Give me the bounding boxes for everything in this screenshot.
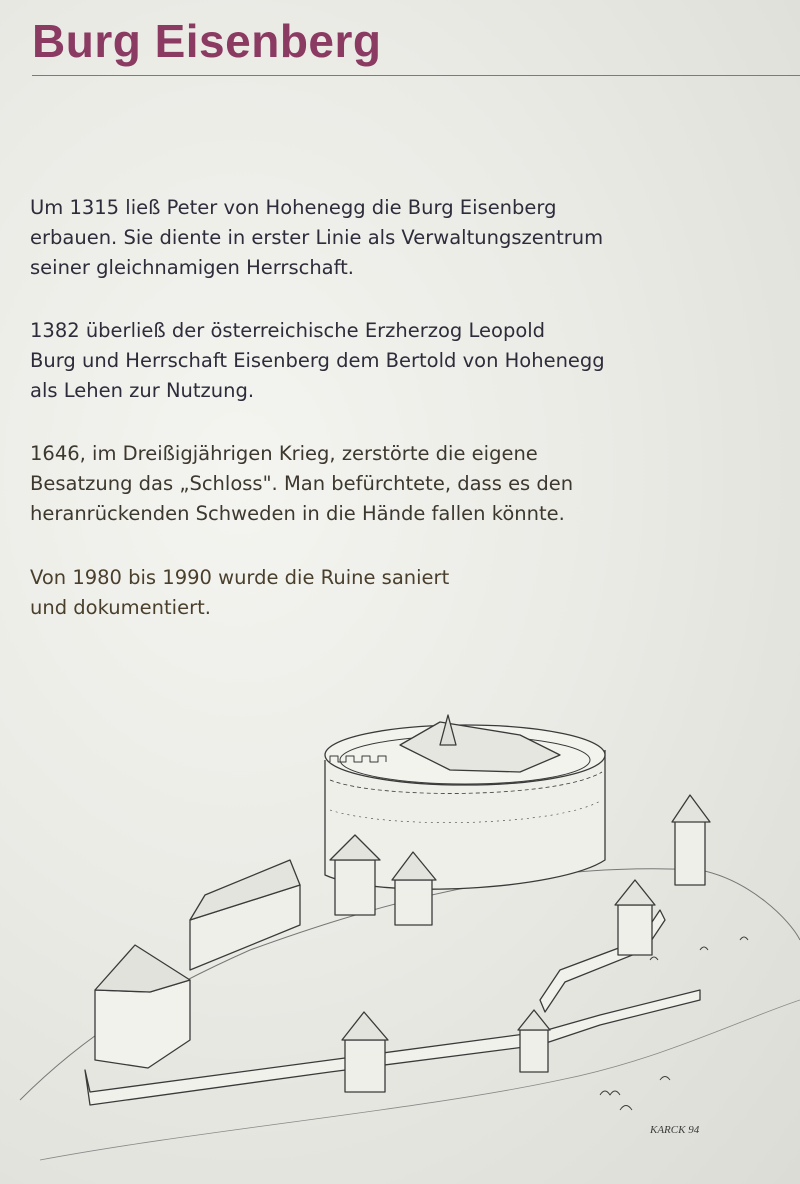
- text-line: Um 1315 ließ Peter von Hohenegg die Burg Eisenberg: [30, 196, 557, 219]
- paragraph-destruction: [30, 439, 710, 529]
- gate-tower-south: [520, 1030, 548, 1072]
- small-round-tower: [395, 880, 432, 925]
- text-line: heranrückenden Schweden in die Hände fallen könnte.: [30, 502, 565, 525]
- paragraph-fief: [30, 316, 710, 406]
- text-line: erbauen. Sie diente in erster Linie als Verwaltungszentrum: [30, 226, 604, 249]
- front-tower: [95, 980, 190, 1068]
- corner-tower-northeast: [675, 820, 705, 885]
- corner-tower-south: [345, 1040, 385, 1092]
- text-line: Von 1980 bis 1990 wurde die Ruine saniert: [30, 566, 450, 589]
- title-divider: [32, 75, 800, 76]
- paragraph-restoration: [30, 563, 710, 623]
- text-line: und dokumentiert.: [30, 596, 211, 619]
- corner-tower-east: [618, 905, 652, 955]
- text-line: als Lehen zur Nutzung.: [30, 379, 255, 402]
- castle-illustration: [0, 700, 800, 1184]
- gate-tower: [335, 860, 375, 915]
- text-line: 1646, im Dreißigjährigen Krieg, zerstörte die eigene: [30, 442, 538, 465]
- text-line: seiner gleichnamigen Herrschaft.: [30, 256, 354, 279]
- artist-signature: KARCK 94: [650, 1124, 700, 1136]
- page-title: Burg Eisenberg: [32, 15, 382, 67]
- text-line: 1382 überließ der österreichische Erzherzog Leopold: [30, 319, 546, 342]
- paragraph-founding: [30, 193, 710, 283]
- text-line: Burg und Herrschaft Eisenberg dem Bertold von Hohenegg: [30, 349, 605, 372]
- text-line: Besatzung das „Schloss". Man befürchtete, dass es den: [30, 472, 574, 495]
